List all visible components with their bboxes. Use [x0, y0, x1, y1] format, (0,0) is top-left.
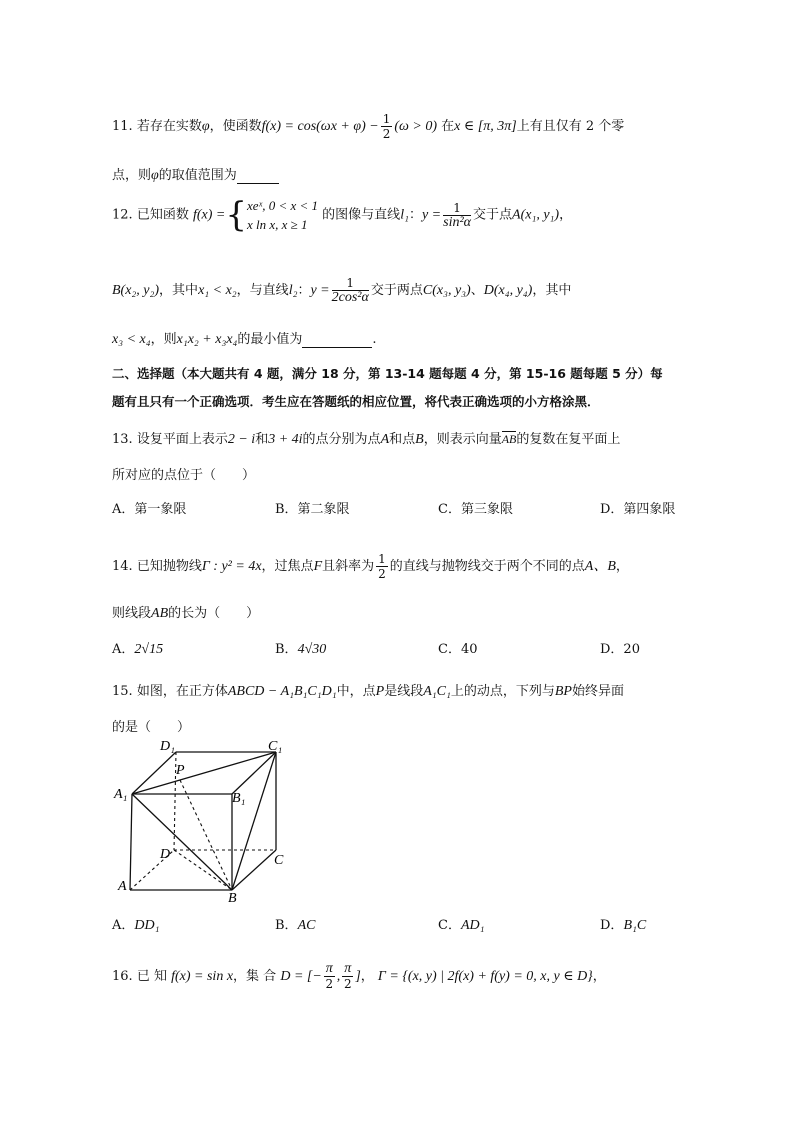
section2-heading-line2: 题有且只有一个正确选项．考生应在答题纸的相应位置，将代表正确选项的小方格涂黑． — [112, 394, 600, 409]
q14-option-c[interactable]: C．40 — [438, 642, 478, 657]
q13-option-d[interactable]: D．第四象限 — [600, 502, 676, 517]
label-A: A — [118, 879, 127, 894]
q13-option-b[interactable]: B．第二象限 — [275, 502, 350, 517]
q12-piecewise: { xeˣ, 0 < x < 1 x ln x, x ≥ 1 — [225, 195, 319, 235]
hidden-segment-p-b — [180, 780, 232, 890]
q11-line1: 11. 若存在实数φ，使函数f(x) = cos(ωx + φ) − $\frac{1}{2}$ (ω > 0) 在x ∈ [π, 3π]上有且仅有 2 个零 — [112, 112, 625, 141]
q14-line2: 则线段AB的长为（ ） — [112, 606, 260, 621]
q14-slope: $\frac{1}{2}$ — [378, 552, 386, 581]
q12-line3: x₃ < x₄，则x₁x₂ + x₃x₄的最小值为 . — [112, 332, 377, 347]
label-B: B — [228, 891, 237, 906]
label-D1: D₁ — [160, 739, 175, 754]
label-C: C — [274, 853, 284, 868]
q13-option-a[interactable]: A．第一象限 — [112, 502, 187, 517]
label-P: P — [176, 763, 185, 778]
label-D: D — [160, 847, 171, 862]
q15-option-d[interactable]: D．B₁C — [600, 918, 647, 933]
q13-number: 13. — [112, 432, 133, 447]
q13-option-c[interactable]: C．第三象限 — [438, 502, 513, 517]
q16-line1: 16. 已 知 f(x) = sin x，集 合 D = [− $\frac{\pi}{2}$ , $\frac{\pi}{2}$ ]， Γ = {(x, y) | 2f(x) + f(y) = 0, x, y ∈ D}， — [112, 961, 606, 991]
q16-number: 16. — [112, 969, 133, 984]
q12-line1: 12. 已知函数 f(x) ={ xeˣ, 0 < x < 1 x ln x, x ≥ 1 的图像与直线l₁：y = $\frac{1}{\text{sin²α}}$ 交于点A(x₁, y₁)， — [112, 195, 573, 235]
q14-option-d[interactable]: D．20 — [600, 642, 640, 657]
edge-a1-a — [130, 794, 132, 890]
q15-line2: 的是（ ） — [112, 720, 191, 735]
q14-option-a[interactable]: A．2√15 — [112, 642, 164, 657]
q14-number: 14. — [112, 559, 133, 574]
hidden-segment-d-b — [174, 850, 232, 890]
q11-answer-blank[interactable] — [237, 168, 279, 184]
q12-line2: B(x₂, y₂)，其中x₁ < x₂，与直线l₂：y = $\frac{1}{\text{2cos²α}}$ 交于两点C(x₃, y₃)、D(x₄, y₄)，其中 — [112, 276, 572, 305]
q15-option-b[interactable]: B．AC — [275, 918, 316, 933]
q15-option-a[interactable]: A．DD₁ — [112, 918, 160, 933]
q11-function: f(x) = cos(ωx + φ) − — [261, 119, 379, 134]
segment-a1-b — [132, 794, 232, 890]
q11-half: $\frac{1}{2}$ — [382, 112, 391, 141]
q15-line1: 15. 如图，在正方体ABCD − A₁B₁C₁D₁中，点P是线段A₁C₁上的动点，下列与BP始终异面 — [112, 684, 624, 699]
label-A1: A₁ — [114, 787, 128, 802]
label-B1: B₁ — [232, 791, 246, 806]
q15-option-c[interactable]: C．AD₁ — [438, 918, 485, 933]
q13-line1: 13. 设复平面上表示2 − i和3 + 4i的点分别为点A和点B，则表示向量AB的复数在复平面上 — [112, 432, 621, 447]
q15-number: 15. — [112, 684, 133, 699]
q12-answer-blank[interactable] — [302, 332, 372, 348]
q11-line2: 点，则φ的取值范围为 — [112, 164, 279, 184]
q13-line2: 所对应的点位于（ ） — [112, 468, 256, 483]
section2-heading-line1: 二、选择题（本大题共有 4 题，满分 18 分，第 13-14 题每题 4 分，第 15-16 题每题 5 分）每 — [112, 366, 663, 381]
q11-number: 11. — [112, 119, 133, 134]
q12-number: 12. — [112, 207, 133, 223]
q14-option-b[interactable]: B．4√30 — [275, 642, 327, 657]
q13-vector-AB: AB — [501, 432, 517, 446]
label-C1: C₁ — [268, 739, 283, 754]
cube-figure — [110, 738, 300, 906]
q14-line1: 14. 已知抛物线Γ : y² = 4x，过焦点F且斜率为 $\frac{1}{2}$ 的直线与抛物线交于两个不同的点A、B， — [112, 552, 629, 581]
